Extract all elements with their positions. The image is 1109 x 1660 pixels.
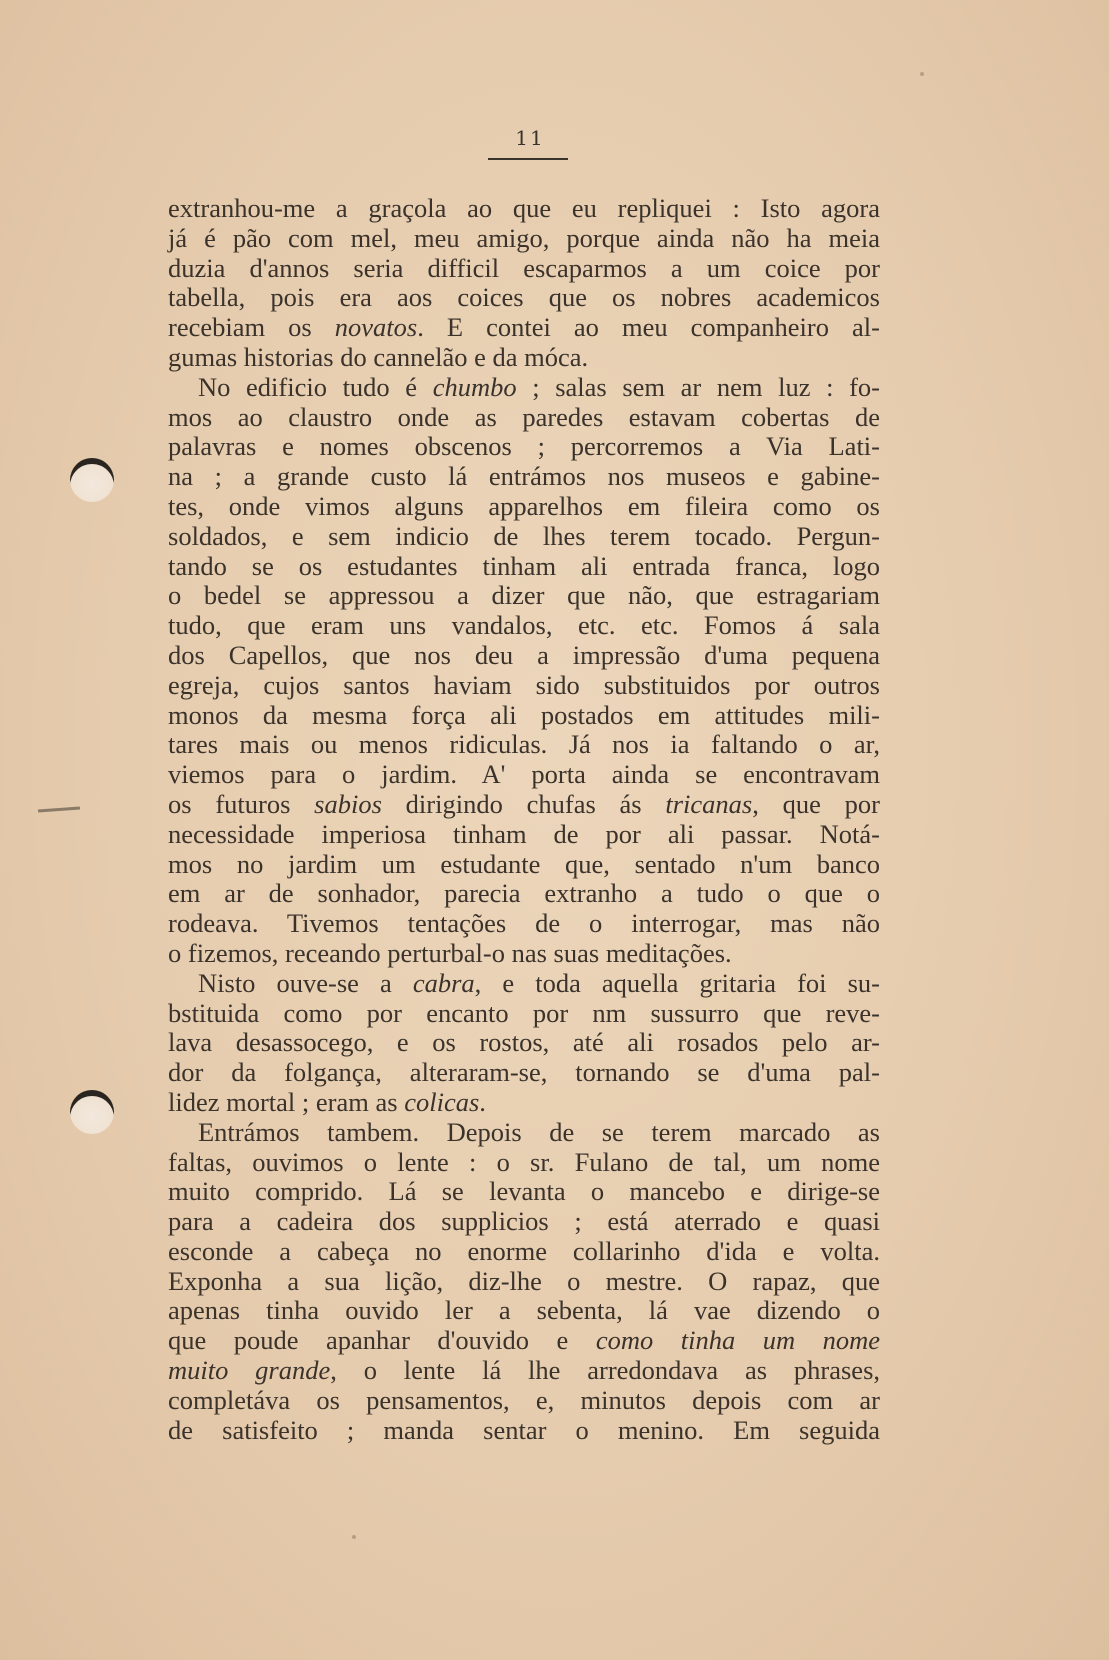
italic-phrase: tricanas xyxy=(665,788,753,819)
text-line: No edificio tudo é chumbo ; salas sem ar nem luz : fo- xyxy=(198,371,880,402)
text-line: palavras e nomes obscenos ; percorremos a Via Lati- xyxy=(168,431,880,462)
text-line: muito grande, o lente lá lhe arredondava as phrases, xyxy=(168,1355,881,1386)
binding-hole xyxy=(70,458,114,502)
italic-phrase: sabios xyxy=(314,788,382,819)
text-line: tando se os estudantes tinham ali entrada franca, logo xyxy=(168,550,880,581)
text-line: o bedel se appressou a dizer que não, que estragariam xyxy=(168,580,880,611)
text-line: recebiam os novatos. E contei ao meu companheiro al- xyxy=(168,312,880,343)
text-line: tares mais ou menos ridiculas. Já nos ia faltando o ar, xyxy=(168,729,880,760)
text-line: já é pão com mel, meu amigo, porque ainda não ha meia xyxy=(168,222,880,253)
text-line: duzia d'annos seria difficil escaparmos a um coice por xyxy=(168,252,880,283)
italic-phrase: novatos xyxy=(334,312,418,343)
italic-phrase: muito grande xyxy=(168,1355,331,1386)
text-line: viemos para o jardim. A' porta ainda se encontravam xyxy=(168,759,880,790)
text-line: dos Capellos, que nos deu a impressão d'uma pequena xyxy=(168,639,880,670)
text-line: tes, onde vimos alguns apparelhos em fileira como os xyxy=(168,490,880,521)
text-line: apenas tinha ouvido ler a sebenta, lá vae dizendo o xyxy=(168,1295,880,1326)
page-number: 11 xyxy=(515,126,545,150)
text-line: Exponha a sua lição, diz-lhe o mestre. O rapaz, que xyxy=(168,1265,880,1296)
text-line: que poude apanhar d'ouvido e como tinha um nome xyxy=(168,1325,880,1356)
text-line: gumas historias do cannelão e da móca. xyxy=(168,341,589,372)
text-line: bstituida como por encanto por nm sussurro que reve- xyxy=(168,997,880,1028)
text-line: Entrámos tambem. Depois de se terem marcado as xyxy=(198,1116,880,1147)
text-line: Nisto ouve-se a cabra, e toda aquella gritaria foi su- xyxy=(198,967,880,998)
text-line: dor da folgança, alteraram-se, tornando se d'uma pal- xyxy=(168,1057,880,1088)
text-line: completáva os pensamentos, e, minutos depois com ar xyxy=(168,1384,880,1415)
text-line: mos ao claustro onde as paredes estavam cobertas de xyxy=(168,401,880,432)
text-line: necessidade imperiosa tinham de por ali passar. Notá- xyxy=(168,818,880,849)
paper-speck xyxy=(920,72,924,76)
text-line: soldados, e sem indicio de lhes terem tocado. Pergun- xyxy=(168,520,880,551)
text-line: esconde a cabeça no enorme collarinho d'ida e volta. xyxy=(168,1235,880,1266)
page-number-rule xyxy=(488,158,568,160)
text-line: na ; a grande custo lá entrámos nos museos e gabine- xyxy=(168,461,880,492)
text-line: rodeava. Tivemos tentações de o interrogar, mas não xyxy=(168,908,880,939)
text-line: de satisfeito ; manda sentar o menino. Em seguida xyxy=(168,1414,880,1445)
italic-phrase: colicas xyxy=(404,1086,480,1117)
text-line: em ar de sonhador, parecia extranho a tudo o que o xyxy=(168,878,880,909)
text-line: egreja, cujos santos haviam sido substituidos por outros xyxy=(168,669,880,700)
text-line: mos no jardim um estudante que, sentado n'um banco xyxy=(168,848,880,879)
paper-crease xyxy=(38,807,80,813)
italic-phrase: como tinha um nome xyxy=(595,1325,880,1356)
paper-speck xyxy=(352,1535,356,1539)
italic-phrase: chumbo xyxy=(432,371,517,402)
text-line: os futuros sabios dirigindo chufas ás tricanas, que por xyxy=(168,788,880,819)
text-line: lava desassocego, e os rostos, até ali rosados pelo ar- xyxy=(168,1027,880,1058)
text-line: lidez mortal ; eram as colicas. xyxy=(168,1086,486,1117)
text-line: monos da mesma força ali postados em attitudes mili- xyxy=(168,699,880,730)
text-line: para a cadeira dos supplicios ; está aterrado e quasi xyxy=(168,1206,880,1237)
body-text xyxy=(168,194,880,1445)
text-line: extranhou-me a graçola ao que eu repliquei : Isto agora xyxy=(168,193,880,223)
text-line: o fizemos, receando perturbal-o nas suas meditações. xyxy=(168,937,732,968)
italic-phrase: cabra xyxy=(412,967,475,998)
text-line: faltas, ouvimos o lente : o sr. Fulano de tal, um nome xyxy=(168,1146,880,1177)
text-line: tudo, que eram uns vandalos, etc. etc. Fomos á sala xyxy=(168,610,880,641)
text-line: muito comprido. Lá se levanta o mancebo e dirige-se xyxy=(168,1176,880,1207)
text-line: tabella, pois era aos coices que os nobres academicos xyxy=(168,282,880,313)
binding-hole xyxy=(70,1090,114,1134)
